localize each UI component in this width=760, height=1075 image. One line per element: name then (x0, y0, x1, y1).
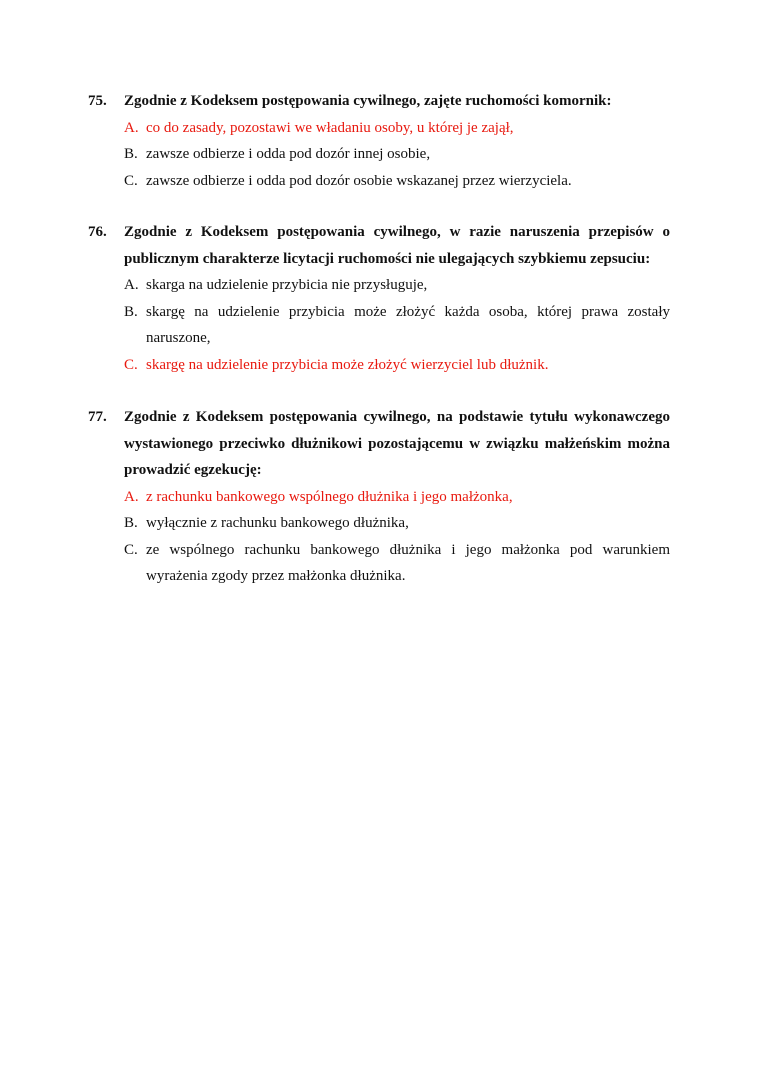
answer-list (88, 115, 670, 195)
answer-letter: A. (124, 277, 139, 293)
question-text: Zgodnie z Kodeksem postępowania cywilnego, na podstawie tytułu wykonawczego wystawionego przeciwko dłużnikowi pozostającemu w związku małżeńskim można prowadzić egzekucję: (124, 409, 670, 478)
answer-text: skarga na udzielenie przybicia nie przysługuje, (146, 277, 428, 293)
question-header (88, 404, 670, 484)
answer-text: ze wspólnego rachunku bankowego dłużnika i jego małżonka pod warunkiem wyrażenia zgody przez małżonka dłużnika. (146, 541, 670, 584)
answer-list (88, 484, 670, 590)
answer-text: wyłącznie z rachunku bankowego dłużnika, (146, 515, 409, 531)
answer-c (124, 537, 670, 590)
question-number: 77. (88, 409, 107, 425)
question-number: 76. (88, 224, 107, 240)
answer-letter: B. (124, 515, 138, 531)
question-header (88, 219, 670, 272)
question-77 (88, 404, 670, 590)
question-header (88, 88, 670, 115)
answer-text: z rachunku bankowego wspólnego dłużnika i jego małżonka, (146, 488, 513, 505)
answer-a (124, 272, 670, 299)
answer-letter: C. (124, 541, 138, 558)
answer-c (124, 168, 670, 195)
answer-letter: B. (124, 146, 138, 162)
answer-list (88, 272, 670, 378)
answer-text: zawsze odbierze i odda pod dozór osobie wskazanej przez wierzyciela. (146, 172, 572, 189)
answer-a (124, 115, 670, 142)
question-text: Zgodnie z Kodeksem postępowania cywilnego, w razie naruszenia przepisów o publicznym charakterze licytacji ruchomości nie ulegających szybkiemu zepsuciu: (124, 224, 670, 267)
answer-text: co do zasady, pozostawi we władaniu osoby, u której je zajął, (146, 119, 514, 136)
answer-letter: C. (124, 172, 138, 189)
question-76 (88, 219, 670, 378)
answer-c (124, 352, 670, 379)
answer-a (124, 484, 670, 511)
answer-text: skargę na udzielenie przybicia może złożyć każda osoba, której prawa zostały naruszone, (146, 303, 670, 346)
answer-letter: B. (124, 303, 138, 320)
answer-letter: A. (124, 119, 139, 136)
answer-letter: A. (124, 488, 139, 505)
question-text: Zgodnie z Kodeksem postępowania cywilnego, zajęte ruchomości komornik: (124, 93, 612, 109)
question-75 (88, 88, 670, 194)
answer-text: zawsze odbierze i odda pod dozór innej osobie, (146, 146, 431, 162)
answer-letter: C. (124, 356, 138, 373)
answer-b (124, 510, 670, 537)
answer-text: skargę na udzielenie przybicia może złożyć wierzyciel lub dłużnik. (146, 356, 549, 373)
answer-b (124, 141, 670, 168)
answer-b (124, 299, 670, 352)
question-number: 75. (88, 93, 107, 109)
